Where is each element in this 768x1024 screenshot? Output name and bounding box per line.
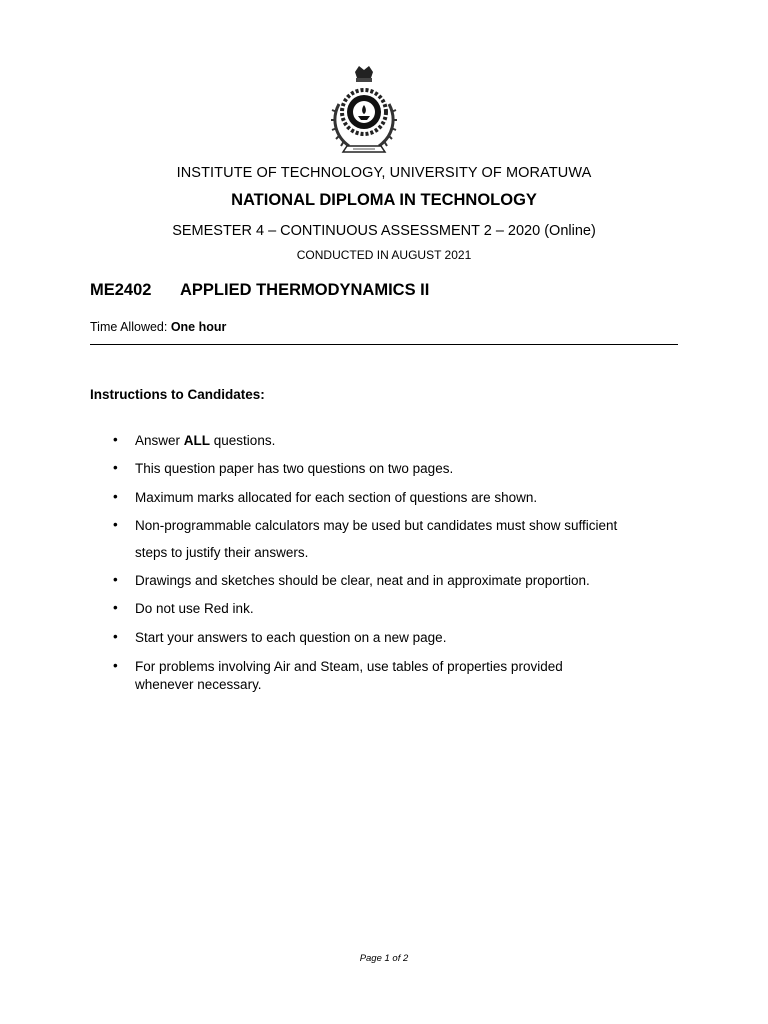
assessment-line: SEMESTER 4 – CONTINUOUS ASSESSMENT 2 – 2020 (Online) bbox=[172, 223, 596, 239]
bullet-icon: • bbox=[113, 600, 118, 615]
instructions-title: Instructions to Candidates: bbox=[90, 387, 265, 402]
instruction-item: Do not use Red ink. bbox=[135, 601, 254, 616]
instruction-item: Maximum marks allocated for each section of questions are shown. bbox=[135, 490, 538, 505]
university-crest-icon bbox=[325, 64, 403, 158]
institute-name: INSTITUTE OF TECHNOLOGY, UNIVERSITY OF MORATUWA bbox=[176, 165, 592, 181]
bullet-icon: • bbox=[113, 629, 118, 644]
time-allowed bbox=[90, 320, 226, 334]
bullet-icon: • bbox=[113, 460, 118, 475]
instruction-item-continued: whenever necessary. bbox=[135, 677, 262, 692]
course-title: APPLIED THERMODYNAMICS II bbox=[180, 281, 430, 299]
bullet-icon: • bbox=[113, 432, 118, 447]
bullet-icon: • bbox=[113, 658, 118, 673]
bullet-icon: • bbox=[113, 572, 118, 587]
instruction-item: Start your answers to each question on a new page. bbox=[135, 630, 447, 645]
course-code: ME2402 bbox=[90, 281, 152, 299]
divider-line bbox=[90, 344, 678, 345]
instruction-item: This question paper has two questions on two pages. bbox=[135, 461, 454, 476]
page-number: Page 1 of 2 bbox=[359, 953, 409, 964]
course-heading bbox=[90, 281, 429, 300]
time-value: One hour bbox=[170, 320, 227, 334]
conducted-date: CONDUCTED IN AUGUST 2021 bbox=[296, 248, 472, 262]
instruction-item-continued: steps to justify their answers. bbox=[135, 545, 309, 560]
instruction-item: Non-programmable calculators may be used but candidates must show sufficient bbox=[135, 518, 618, 533]
bullet-icon: • bbox=[113, 489, 118, 504]
bullet-icon: • bbox=[113, 517, 118, 532]
program-title: NATIONAL DIPLOMA IN TECHNOLOGY bbox=[231, 191, 537, 209]
instruction-item: For problems involving Air and Steam, use tables of properties provided bbox=[135, 659, 563, 674]
time-label: Time Allowed: bbox=[90, 320, 168, 334]
instruction-item: Drawings and sketches should be clear, neat and in approximate proportion. bbox=[135, 573, 590, 588]
instruction-item: Answer ALL questions. bbox=[135, 433, 276, 448]
